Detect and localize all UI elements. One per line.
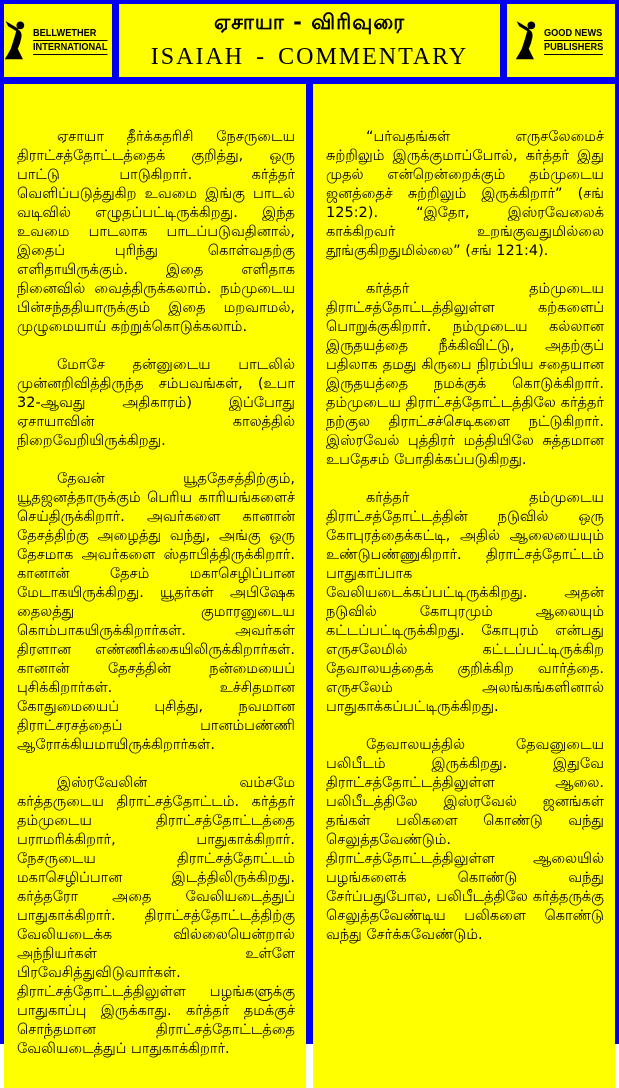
paragraph-canaan: தேவன் யூததேசத்திற்கும், யூதஜனத்தாருக்கும் பெரிய காரியங்களைச் செய்திருக்கிறார். அவர்களை கானான் தேசத்திற்கு அழைத்து வந்து, அங்கு ஒரு தேசமாக அவர்களை ஸ்தாபித்திருக்கிறார். கானான் தேசம் மகாசெழிப்பான மேடாகயிருக்கிறது. யூதர்கள் அபிஷேக தைலத்து குமாரனுடைய கொம்பாகயிருக்கிறார்கள். அவர்கள் திரளான எண்ணிக்கையிலிருக்கிறார்கள். கானான் தேசத்தின் நன்மையைப் புசிக்கிறார்கள். உச்சிதமான கோதுமையைப் புசித்து, நவமான திராட்சரசத்தைப் பானம்பண்ணி ஆரோக்கியமாயிருக்கிறார்கள். — [17, 471, 295, 753]
title-box — [119, 4, 500, 77]
content — [4, 84, 615, 1088]
bellwether-logo-name: BELLWETHER — [33, 27, 107, 41]
header — [4, 4, 615, 77]
page-title-tamil: ஏசாயா - விரிவுரை — [213, 10, 406, 34]
paragraph-isaiah-song: ஏசாயா தீர்க்கதரிசி நேசருடைய திராட்சத்தோட்டத்தைக் குறித்து, ஒரு பாட்டு பாடுகிறார். கர்த்தர் வெளிப்படுத்துகிற உவமை இங்கு பாடல் வடிவில் எழுதப்பட்டிருக்கிறது. இந்த உவமை பாடலாக பாடப்படுவதினால், இதைப் புரிந்து கொள்வதற்கு எளிதாயிருக்கும். இதை எளிதாக நினைவில் வைத்திருக்கலாம். நம்முடைய பின்சந்ததியாருக்கும் இதை மறவாமல், முழுமையாய் கற்றுக்கொடுக்கலாம். — [17, 129, 295, 335]
paragraph-moses-song: மோசே தன்னுடைய பாடலில் முன்னறிவித்திருந்த சம்பவங்கள், (உபா 32-ஆவது அதிகாரம்) இப்போது ஏசாயாவின் காலத்தில் நிறைவேறியிருக்கிறது. — [17, 357, 295, 449]
paragraph-altar: தேவாலயத்தில் தேவனுடைய பலிபீடம் இருக்கிறது. இதுவே திராட்சத்தோட்டத்திலுள்ள ஆலை. பலிபீடத்திலே இஸ்ரவேல் ஜனங்கள் தங்கள் பலிகளை கொண்டு வந்து செலுத்தவேண்டும். திராட்சத்தோட்டத்திலுள்ள ஆலையில் பழங்களைக் கொண்டு வந்து சேர்ப்பதுபோல, பலிபீடத்திலே கர்த்தருக்கு செலுத்தவேண்டிய பலிகளை கொண்டு வந்து சேர்க்கவேண்டும். — [326, 737, 604, 943]
paragraph-vineyard-israel: இஸ்ரவேலின் வம்சமே கர்த்தருடைய திராட்சத்தோட்டம். கர்த்தர் தம்முடைய திராட்சத்தோட்டத்தை பராமரிக்கிறார், பாதுகாக்கிறார். நேசருடைய திராட்சத்தோட்டம் மகாசெழிப்பான இடத்திலிருக்கிறது. கர்த்தரோ அதை வேலியடைத்துப் பாதுகாக்கிறார். திராட்சத்தோட்டத்திற்கு வேலியடைக்க வில்லையென்றால் அந்நியர்கள் உள்ளே பிரவேசித்துவிடுவார்கள். திராட்சத்தோட்டத்திலுள்ள பழங்களுக்கு பாதுகாப்பு இருக்காது. கர்த்தர் தமக்குச் சொந்தமான திராட்சத்தோட்டத்தை வேலியடைத்துப் பாதுகாக்கிறார். — [17, 775, 295, 1057]
statue-figure-icon — [514, 19, 540, 63]
left-column — [4, 84, 306, 1088]
statue-figure-icon — [3, 19, 29, 63]
goodnews-logo-name: GOOD NEWS — [543, 27, 603, 39]
paragraph-stones: கர்த்தர் தம்முடைய திராட்சத்தோட்டத்திலுள்ள கற்களைப் பொறுக்குகிறார். நம்முடைய கல்லான இருதயத்தை நீக்கிவிட்டு, அதற்குப் பதிலாக தமது கிருபை நிரம்பிய சதையான இருதயத்தை நமக்குக் கொடுக்கிறார். தம்முடைய திராட்சத்தோட்டத்திலே கர்த்தர் நற்குல திராட்சச்செடிகளை நட்டுகிறார். இஸ்ரவேல் புத்திரர் மத்தியிலே சுத்தமான உபதேசம் போதிக்கப்படுகிறது. — [326, 281, 604, 468]
bellwether-logo-subname: INTERNATIONAL — [32, 41, 107, 53]
bellwether-logo — [4, 4, 112, 77]
goodnews-logo-subname: PUBLISHERS — [543, 41, 604, 53]
goodnews-logo — [507, 4, 615, 77]
paragraph-tower: கர்த்தர் தம்முடைய திராட்சத்தோட்டத்தின் நடுவில் ஒரு கோபுரத்தைக்கட்டி, அதில் ஆலையையும் உண்டுபண்ணுகிறார். திராட்சத்தோட்டம் பாதுகாப்பாக வேலியடைக்கப்பட்டிருக்கிறது. அதன் நடுவில் கோபுரமும் ஆலையும் கட்டப்பட்டிருக்கிறது. கோபுரம் என்பது எருசலேமில் கட்டப்பட்டிருக்கிற தேவாலயத்தைக் குறிக்கிற வார்த்தை. எருசலேம் அலங்கங்களினால் பாதுகாக்கப்பட்டிருக்கிறது. — [326, 490, 604, 715]
right-column — [313, 84, 615, 1088]
page-title-english: ISAIAH - COMMENTARY — [150, 44, 469, 70]
paragraph-psalm-quotes: “பர்வதங்கள் எருசலேமைச் சுற்றிலும் இருக்குமாப்போல், கர்த்தர் இது முதல் என்றென்றைக்கும் தம்முடைய ஜனத்தைச் சுற்றிலும் இருக்கிறார்” (சங் 125:2). “இதோ, இஸ்ரவேலைக் காக்கிறவர் உறங்குவதுமில்லை தூங்குகிறதுமில்லை” (சங் 121:4). — [326, 129, 604, 259]
